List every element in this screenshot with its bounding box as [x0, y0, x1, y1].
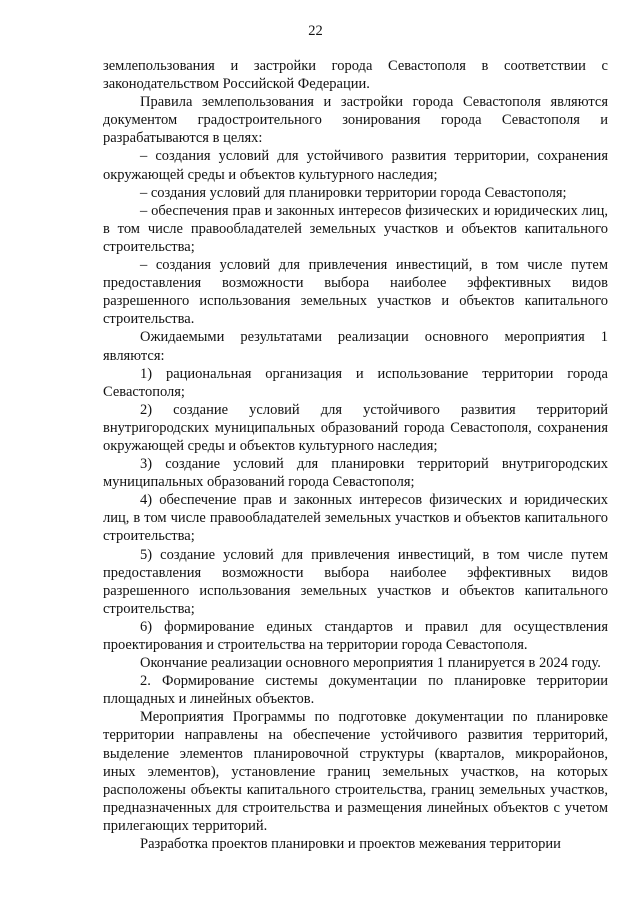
list-item: 5) создание условий для привлечения инвестиций, в том числе путем предоставления возможности выбора наиболее эффективных видов разрешенного использования земельных участков и объектов капитального строительства; [103, 546, 608, 617]
list-item: 6) формирование единых стандартов и правил для осуществления проектирования и строительства на территории города Севастополя. [103, 618, 608, 653]
list-item: 4) обеспечение прав и законных интересов физических и юридических лиц, в том числе правообладателей земельных участков и объектов капитального строительства; [103, 492, 608, 545]
list-item: 3) создание условий для планировки территорий внутригородских муниципальных образований города Севастополя; [103, 456, 608, 491]
paragraph: Разработка проектов планировки и проектов межевания территории [140, 836, 561, 853]
paragraph: Правила землепользования и застройки города Севастополя являются документом градостроительного зонирования города Севастополя и разрабатываются в целях: [103, 94, 608, 147]
paragraph: Ожидаемыми результатами реализации основного мероприятия 1 являются: [103, 329, 608, 364]
list-item: 2) создание условий для устойчивого развития территорий внутригородских муниципальных образований города Севастополя, сохранения окружающей среды и объектов культурного наследия; [103, 401, 608, 454]
list-item: – создания условий для планировки территории города Севастополя; [140, 184, 567, 201]
section-heading: 2. Формирование системы документации по планировке территории площадных и линейных объектов. [103, 673, 608, 708]
list-item: 1) рациональная организация и использование территории города Севастополя; [103, 365, 608, 400]
list-item: – создания условий для устойчивого развития территории, сохранения окружающей среды и объектов культурного наследия; [103, 148, 608, 183]
list-item: – создания условий для привлечения инвестиций, в том числе путем предоставления возможности выбора наиболее эффективных видов разрешенного использования земельных участков и объектов капитального строительства. [103, 257, 608, 328]
page-number: 22 [308, 23, 323, 39]
list-item: – обеспечения прав и законных интересов физических и юридических лиц, в том числе правообладателей земельных участков и объектов капитального строительства; [103, 202, 608, 255]
paragraph: землепользования и застройки города Севастополя в соответствии с законодательством Российской Федерации. [103, 58, 608, 93]
paragraph: Мероприятия Программы по подготовке документации по планировке территории направлены на обеспечение устойчивого развития территорий, выделение элементов планировочной структуры (кварталов, микрорайонов, иных элементов), установление границ земельных участков, на которых расположены объекты капитального строительства, границ земельных участков, предназначенных для строительства и размещения линейных объектов с учетом прилегающих территорий. [103, 709, 608, 834]
document-body [103, 57, 608, 853]
paragraph: Окончание реализации основного мероприятия 1 планируется в 2024 году. [140, 655, 601, 672]
